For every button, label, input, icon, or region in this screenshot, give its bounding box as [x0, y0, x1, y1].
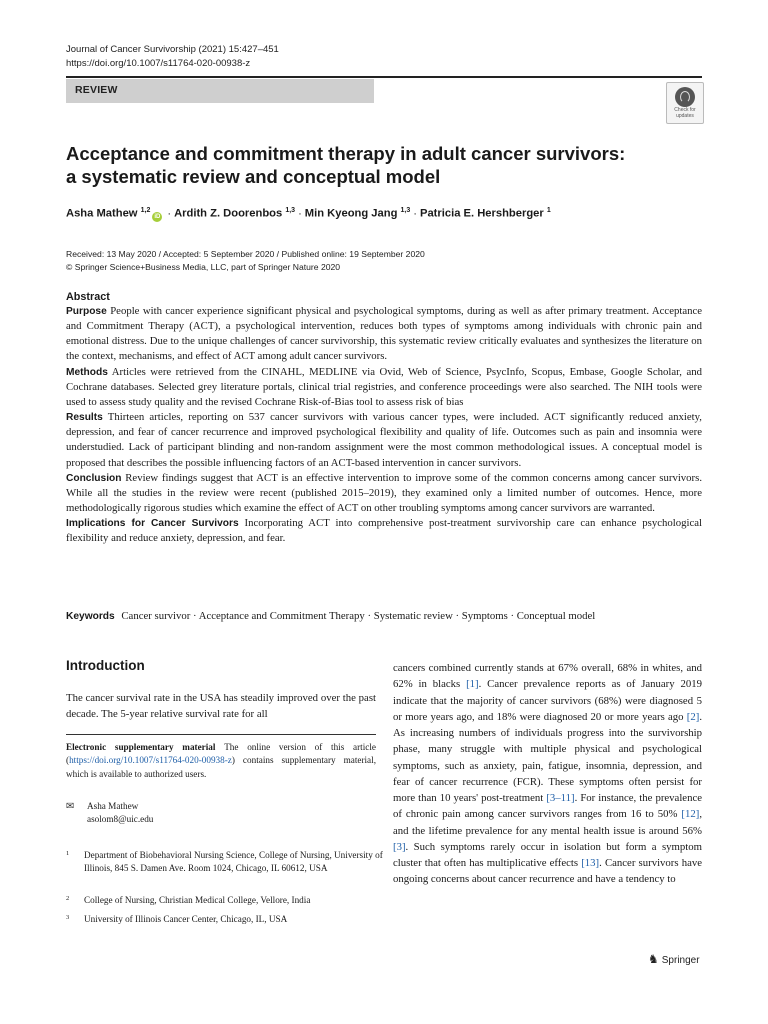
keywords-list: Cancer survivor · Acceptance and Commitment Therapy · Systematic review · Symptoms · Conceptual model: [121, 610, 596, 622]
keywords-label: Keywords: [66, 611, 115, 622]
affiliation-number: 1: [66, 850, 70, 857]
abstract-body: [66, 304, 702, 547]
implications-text: Incorporating ACT into comprehensive post-treatment survivorship care can enhance psychological flexibility and reduce anxiety, depression, and fear.: [66, 517, 702, 545]
author-name[interactable]: Asha Mathew: [66, 207, 138, 220]
intro-paragraph: The cancer survival rate in the USA has steadily improved over the past decade. The 5-year relative survival rate for all: [66, 692, 376, 721]
intro-paragraph-continued: cancers combined currently stands at 67% overall, 68% in whites, and 62% in blacks [1]. Cancer prevalence reports as of January 2019 indicate that the majority of cancer survivors (68%) were diagnosed 5 or more years ago, and 18% were diagnosed 20 or more years ago [2]. As increasing numbers of individuals progress into the survivorship phase, many struggle with multiple physical and psychological symptoms, such as anxiety, pain, fatigue, insomnia, depression, and fear of cancer recurrence (FCR). These symptoms often persist for more than 10 years' post-treatment [3–11]. For instance, the prevalence of chronic pain among cancer survivors ranges from 16 to 50% [12], and the lifetime prevalence for any mental health issue is around 56% [3]. Such symptoms rarely occur in isolation but form a symptom cluster that often has multiplicative effects [13]. Cancer survivors have ongoing concerns about cancer recurrence and have a tendency to: [393, 662, 703, 886]
abstract-implications: [66, 516, 702, 546]
affiliation-text: University of Illinois Cancer Center, Chicago, IL, USA: [84, 914, 288, 924]
author-separator: ·: [167, 207, 172, 220]
author-affiliation: 1: [546, 207, 551, 214]
bookmark-icon: [675, 87, 695, 107]
introduction-heading: Introduction: [66, 658, 145, 673]
title-line-2: a systematic review and conceptual model: [66, 166, 441, 187]
header-rule: [66, 76, 702, 78]
keywords: [66, 610, 702, 622]
supplementary-note: Electronic supplementary material The online version of this article (https://doi.org/10.1007/s11764-020-00938-z) contains supplementary material, which is available to authorized users.: [66, 742, 376, 779]
journal-info: [66, 43, 279, 71]
title-line-1: Acceptance and commitment therapy in adult cancer survivors:: [66, 143, 626, 164]
badge-text: Check for updates: [674, 107, 696, 119]
publisher-logo: [648, 952, 700, 966]
citation-link[interactable]: [13]: [581, 857, 600, 869]
springer-horse-icon: ♞: [648, 952, 659, 966]
citation-link[interactable]: [2]: [686, 710, 700, 723]
publication-history: [66, 248, 425, 274]
citation-link[interactable]: [3]: [393, 840, 406, 853]
citation-link[interactable]: [1]: [466, 678, 479, 691]
abstract-conclusion: [66, 471, 702, 516]
dates-line: Received: 13 May 2020 / Accepted: 5 September 2020 / Published online: 19 September 2020: [66, 249, 425, 259]
affiliation-text: Department of Biobehavioral Nursing Science, College of Nursing, University of Illinois, 845 S. Damen Ave. Room 1024, Chicago, IL 60612, USA: [84, 850, 383, 874]
affiliation-2: [66, 894, 376, 908]
author-name[interactable]: Min Kyeong Jang: [304, 207, 398, 220]
author-affiliation: 1,3: [285, 207, 296, 214]
article-title: [66, 142, 686, 188]
author-list: [66, 207, 551, 222]
correspondence-name: Asha Mathew: [87, 801, 139, 811]
results-text: Thirteen articles, reporting on 537 cancer survivors with various cancer types, were included. ACT significantly reduced anxiety, depression, and fear of cancer recurrence and improved psychological flexibility and quality of life. Outcomes such as pain and insomnia were understudied. Lack of participant blinding and non-random assignment were the most common methodological issues. A conceptual model is proposed that describes the possible influencing factors of an ACT-based intervention in cancer survivors.: [66, 411, 702, 469]
abstract-heading: Abstract: [66, 291, 110, 303]
methods-text: Articles were retrieved from the CINAHL, MEDLINE via Ovid, Web of Science, PsycInfo, Scopus, Embase, Google Scholar, and Cochrane databases. Selected grey literature portals, clinical trial registries, and conference proceedings were also searched. The NIH tools were used to assess study quality and the revised Cochrane Risk-of-Bias tool to assess risk of bias: [66, 365, 702, 408]
affiliation-number: 2: [66, 895, 70, 902]
affiliation-text: College of Nursing, Christian Medical College, Vellore, India: [84, 895, 311, 905]
author-name[interactable]: Ardith Z. Doorenbos: [174, 207, 283, 220]
author-affiliation: 1,2: [140, 207, 151, 214]
conclusion-label: Conclusion: [66, 472, 122, 484]
citation-link[interactable]: [12]: [681, 808, 700, 821]
affiliation-3: [66, 913, 376, 927]
abstract-results: [66, 410, 702, 471]
publisher-name: Springer: [661, 955, 700, 966]
section-label: REVIEW: [75, 84, 118, 96]
check-for-updates-badge[interactable]: [666, 82, 704, 124]
copyright-line: © Springer Science+Business Media, LLC, part of Springer Nature 2020: [66, 262, 341, 272]
abstract-methods: [66, 365, 702, 410]
author-affiliation: 1,3: [400, 207, 411, 214]
results-label: Results: [66, 412, 103, 424]
methods-label: Methods: [66, 366, 108, 378]
citation-link[interactable]: [3–11]: [546, 792, 575, 804]
author-name[interactable]: Patricia E. Hershberger: [420, 207, 544, 220]
purpose-text: People with cancer experience significant physical and psychological symptoms, during as well as after primary treatment. Acceptance and Commitment Therapy (ACT), a psychological intervention, reduces both types of symptoms among individuals with chronic pain and emotional distress. Due to the unique challenges of cancer survivorship, this systematic review critically evaluates and synthesizes the literature on the context, mechanisms, and effect of ACT among adult cancer survivors.: [66, 305, 703, 363]
implications-label: Implications for Cancer Survivors: [66, 518, 239, 530]
author-separator: ·: [413, 207, 417, 220]
supplementary-label: Electronic supplementary material: [66, 742, 216, 752]
intro-right-column: [393, 660, 702, 888]
journal-citation: Journal of Cancer Survivorship (2021) 15:427–451: [66, 44, 279, 55]
supplementary-link[interactable]: https://doi.org/10.1007/s11764-020-00938-z: [69, 755, 232, 766]
correspondence-email[interactable]: asolom8@uic.edu: [87, 814, 154, 825]
doi-link[interactable]: https://doi.org/10.1007/s11764-020-00938-z: [66, 58, 251, 69]
purpose-label: Purpose: [66, 306, 107, 317]
affiliation-number: 3: [66, 914, 70, 921]
affiliation-1: [66, 849, 383, 889]
conclusion-text: Review findings suggest that ACT is an effective intervention to improve some of the common concerns among cancer survivors. While all the studies in the review were recent (published 2015–2019), they examined only a limited number of outcomes. Hence, more methodologically rigorous studies which examine the effect of ACT on other troubling symptoms among cancer survivors are warranted.: [66, 471, 703, 515]
intro-left-column: [66, 690, 376, 723]
author-separator: ·: [298, 207, 302, 220]
orcid-icon[interactable]: iD: [154, 213, 161, 220]
envelope-icon: ✉: [66, 801, 75, 812]
footnote-rule: [66, 734, 376, 735]
abstract-purpose: [66, 304, 702, 365]
